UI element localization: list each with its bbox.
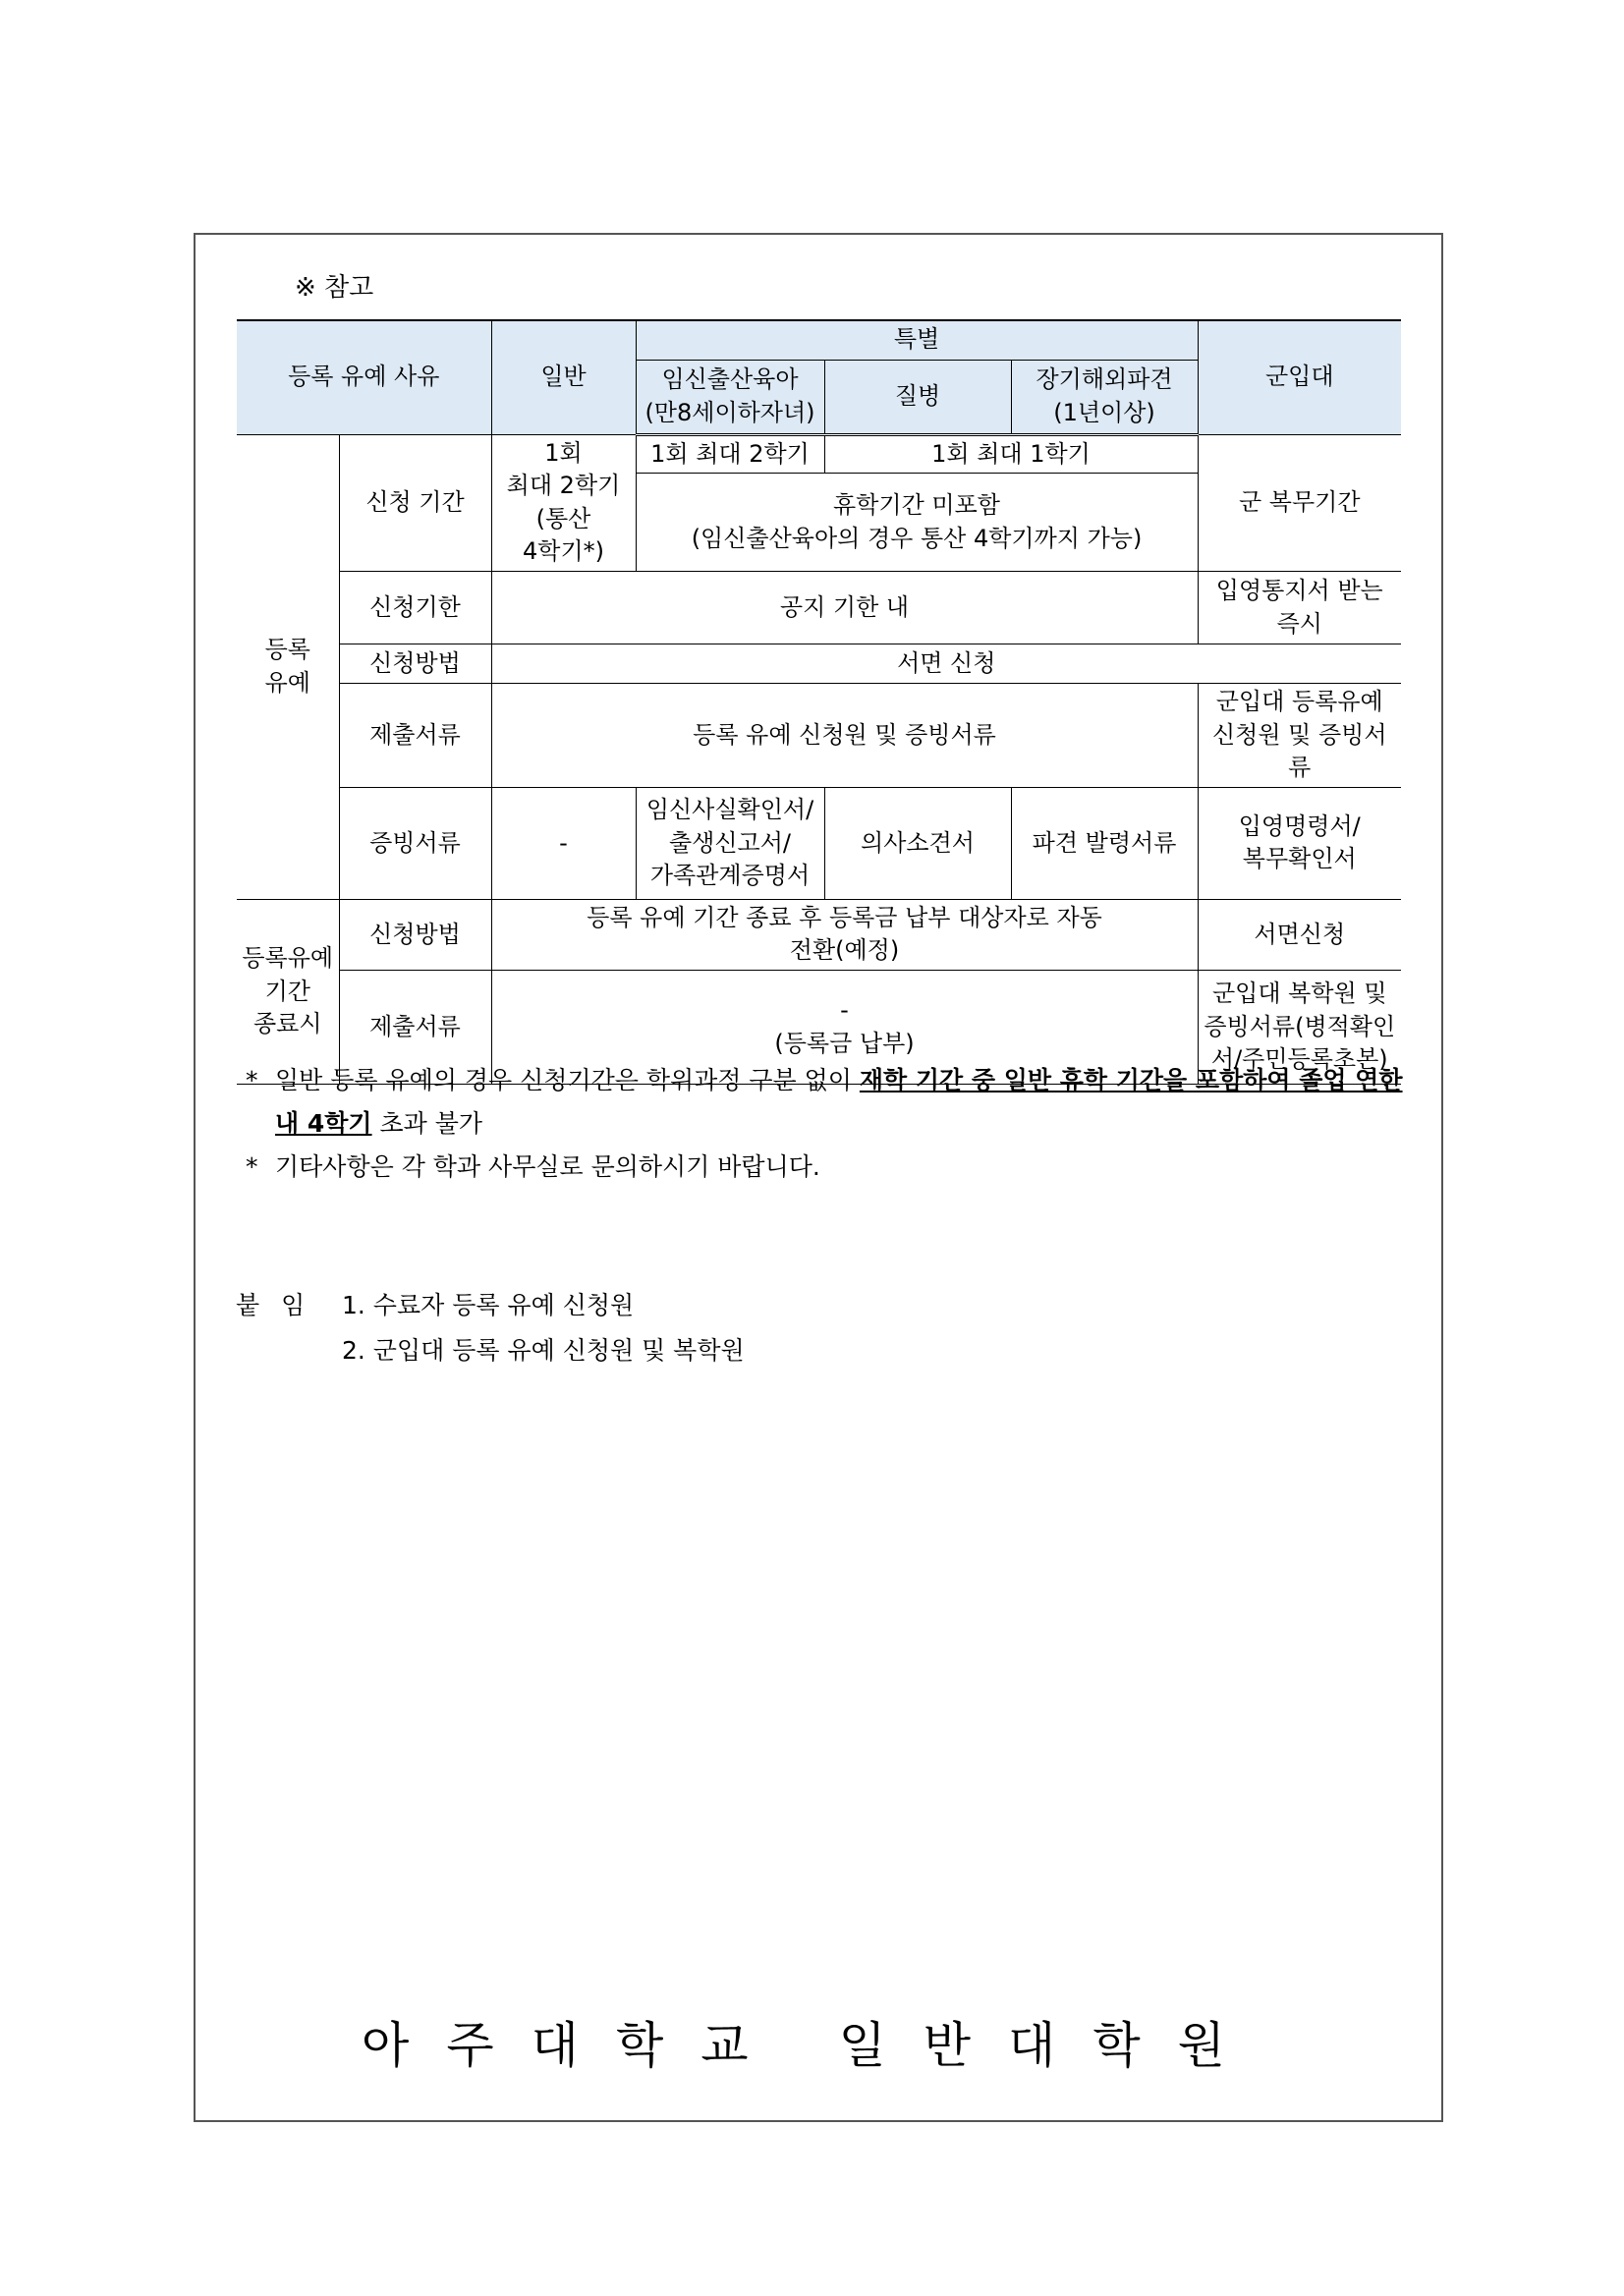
end-docs-value: - (등록금 납부) [491,971,1198,1085]
header-special: 특별 [636,320,1198,360]
note-2 [246,1146,1405,1189]
note-2-text: 기타사항은 각 학과 사무실로 문의하시기 바랍니다. [275,1151,820,1181]
end-method-value: 등록 유예 기간 종료 후 등록금 납부 대상자로 자동 전환(예정) [491,899,1198,970]
header-general: 일반 [491,320,636,434]
reference-note: ※ 참고 [295,273,374,303]
note-1-emphasis: 재학 기간 중 일반 휴학 기간을 포함하여 졸업 연한 내 4학기 [275,1066,1403,1138]
note-1-text-c: 초과 불가 [371,1108,483,1138]
period-other: 1회 최대 1학기 [824,434,1198,474]
period-pregnancy: 1회 최대 2학기 [636,434,824,474]
note-2-marker: * [246,1151,258,1181]
period-general: 1회 최대 2학기 (통산 4학기*) [491,434,636,572]
docs-military: 군입대 등록유예 신청원 및 증빙서류 [1198,684,1401,788]
docs-value: 등록 유예 신청원 및 증빙서류 [491,684,1198,788]
group-end: 등록유예 기간 종료시 [237,899,339,1084]
university-name: 아주대학교 일반대학원 [362,2017,1262,2074]
attachments [236,1283,745,1374]
header-illness: 질병 [824,360,1011,434]
end-docs-military: 군입대 복학원 및 증빙서류(병적확인 서/주민등록초본) [1198,971,1401,1085]
note-1 [246,1059,1405,1146]
note-1-marker: * [246,1066,258,1094]
deadline-label: 신청기한 [339,572,491,644]
header-overseas: 장기해외파견 (1년이상) [1011,360,1198,434]
period-label: 신청 기간 [339,434,491,572]
method-value: 서면 신청 [491,644,1401,684]
attachment-item-2: 2. 군입대 등록 유예 신청원 및 복학원 [342,1336,745,1366]
group-deferral: 등록 유예 [237,434,339,899]
period-note: 휴학기간 미포함 (임신출산육아의 경우 통산 4학기까지 가능) [636,474,1198,572]
header-reason: 등록 유예 사유 [237,320,491,434]
evidence-illness: 의사소견서 [824,787,1011,899]
period-military: 군 복무기간 [1198,434,1401,572]
evidence-military: 입영명령서/ 복무확인서 [1198,787,1401,899]
header-military: 군입대 [1198,320,1401,434]
end-method-label: 신청방법 [339,899,491,970]
deadline-military: 입영통지서 받는 즉시 [1198,572,1401,644]
docs-label: 제출서류 [339,684,491,788]
header-pregnancy: 임신출산육아 (만8세이하자녀) [636,360,824,434]
attachments-label: 붙임 [236,1291,327,1319]
deferral-table [237,319,1401,1085]
evidence-overseas: 파견 발령서류 [1011,787,1198,899]
note-1-text-a: 일반 등록 유예의 경우 신청기간은 학위과정 구분 없이 [275,1066,860,1094]
evidence-label: 증빙서류 [339,787,491,899]
attachment-item-1: 1. 수료자 등록 유예 신청원 [342,1291,635,1319]
evidence-general: - [491,787,636,899]
method-label: 신청방법 [339,644,491,684]
notes [246,1059,1405,1188]
end-method-military: 서면신청 [1198,899,1401,970]
evidence-pregnancy: 임신사실확인서/ 출생신고서/ 가족관계증명서 [636,787,824,899]
deadline-value: 공지 기한 내 [491,572,1198,644]
end-docs-label: 제출서류 [339,971,491,1085]
